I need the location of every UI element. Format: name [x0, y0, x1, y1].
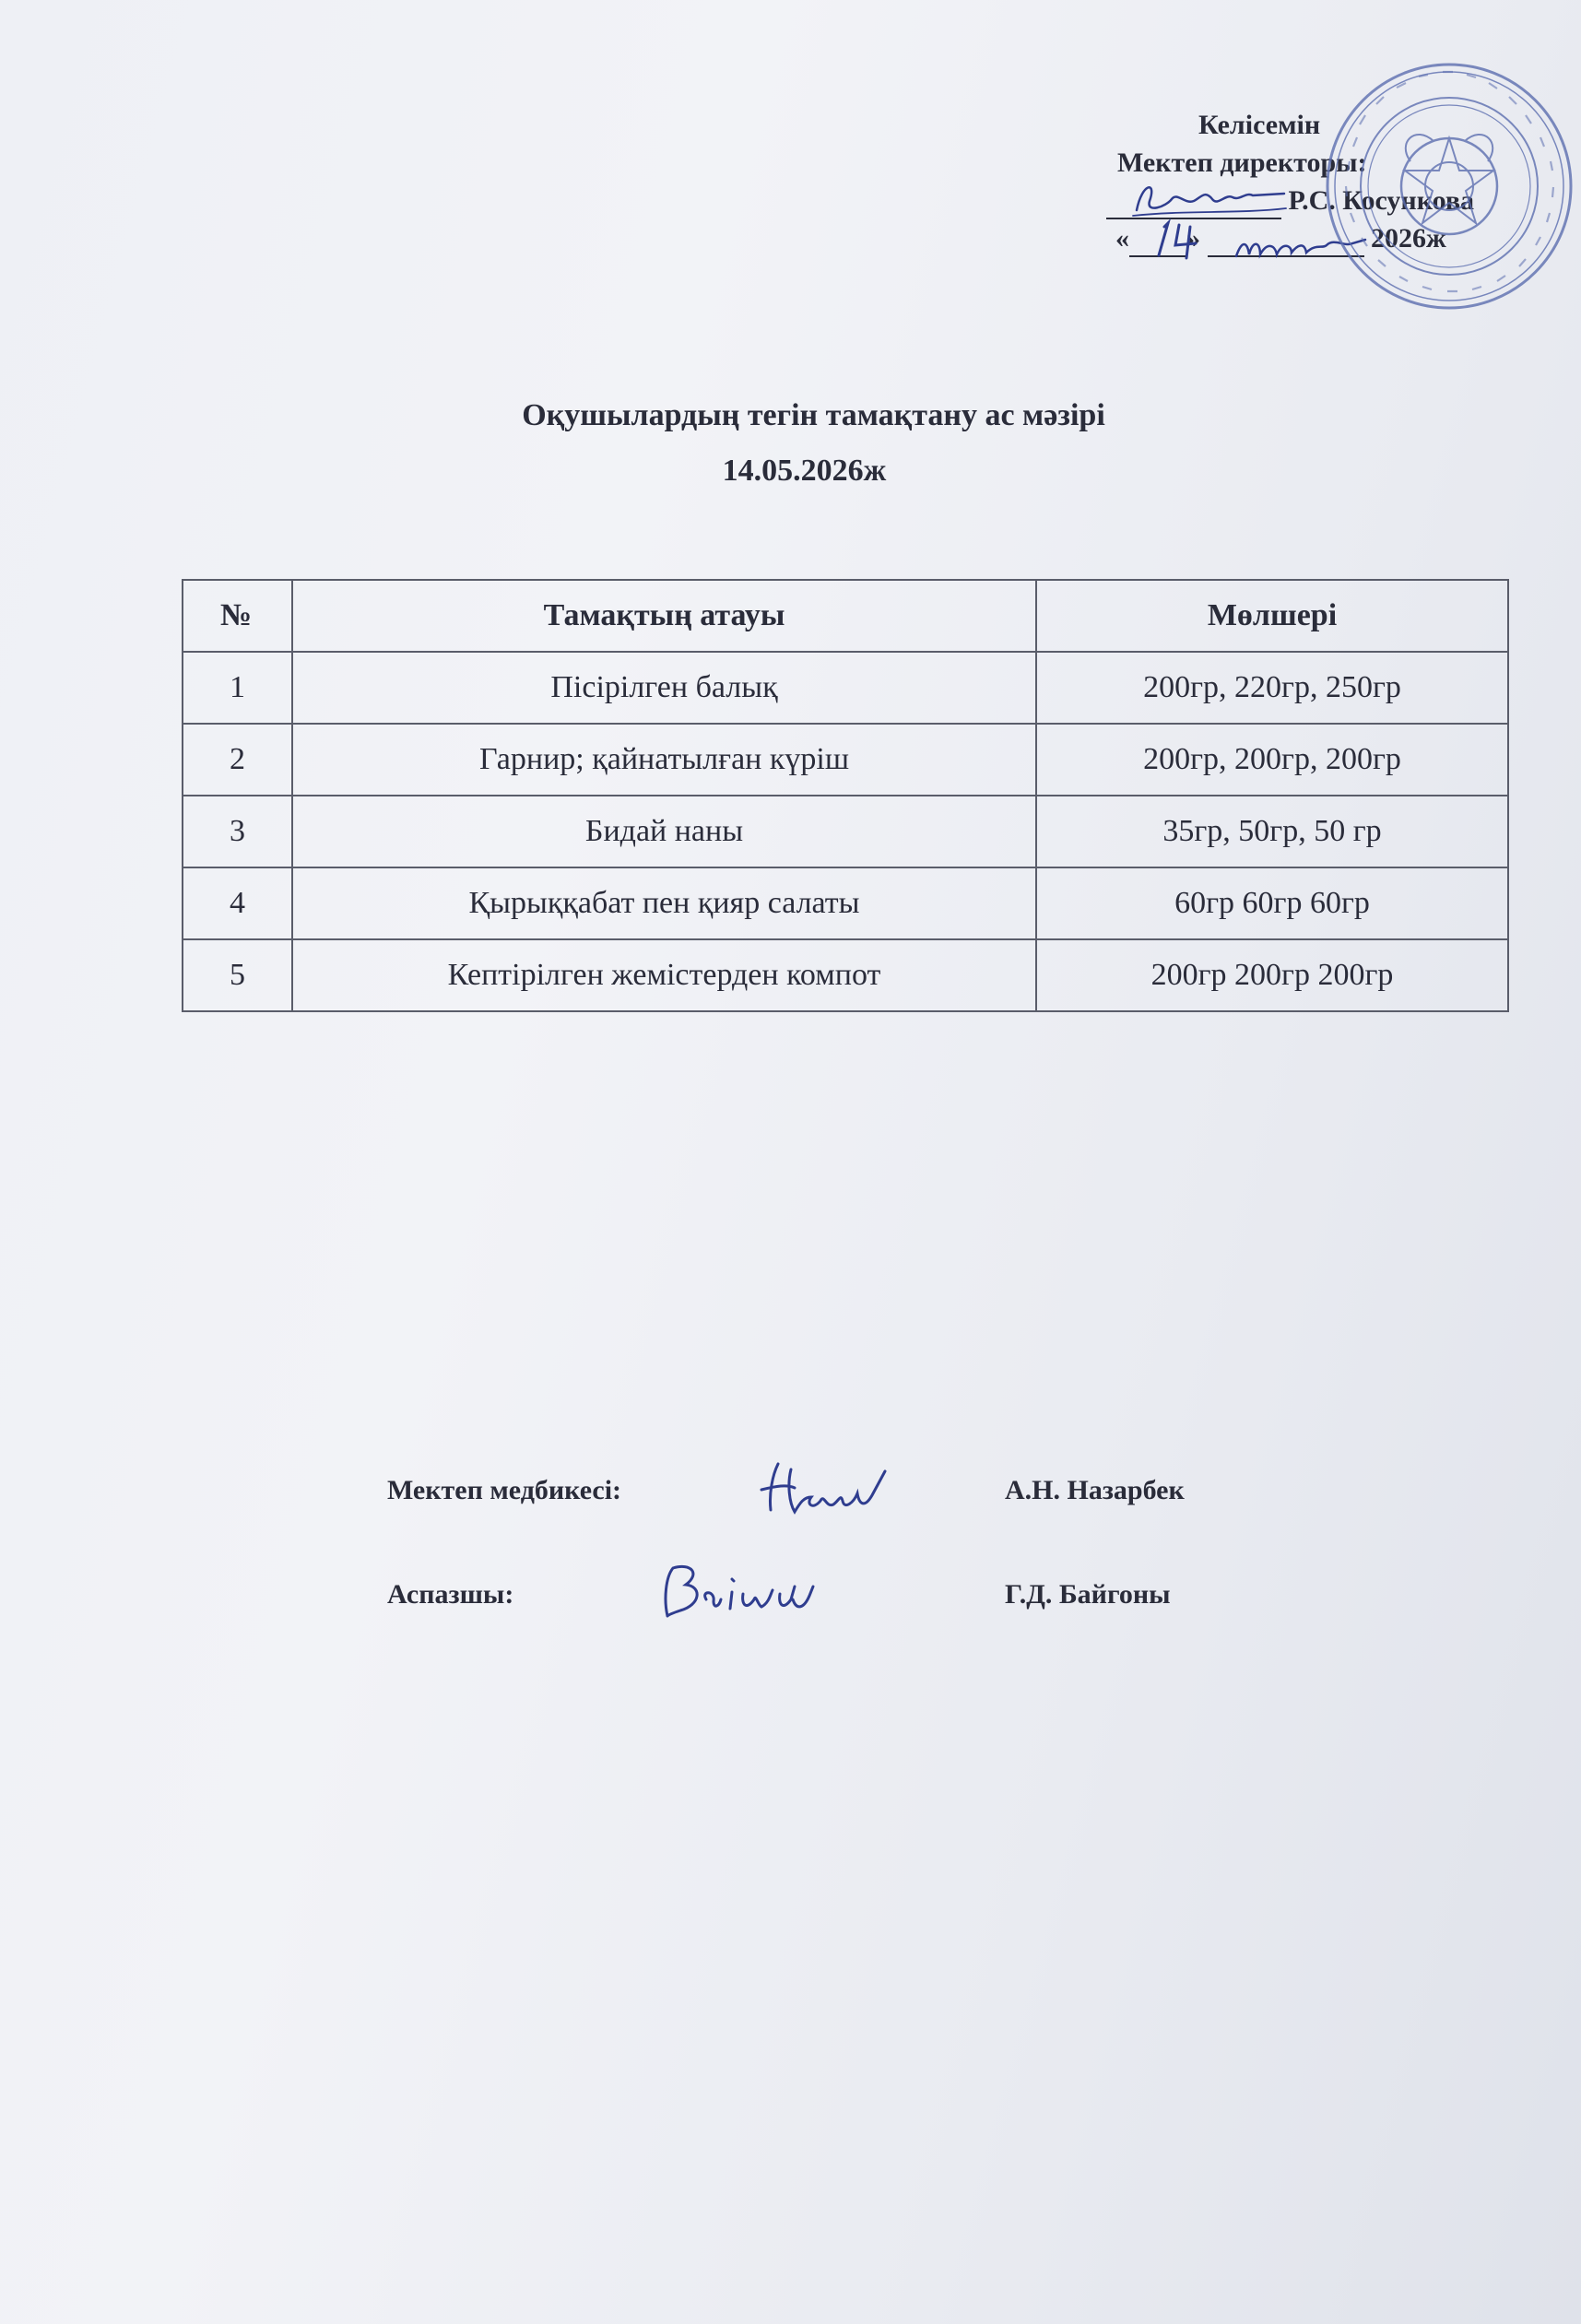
dish-name: Кептірілген жемістерден компот: [292, 939, 1036, 1011]
nurse-name: А.Н. Назарбек: [1005, 1475, 1185, 1505]
dish-name: Пісірілген балық: [292, 652, 1036, 724]
nurse-signature-icon: [754, 1457, 892, 1521]
nurse-role-label: Мектеп медбикесі:: [387, 1475, 622, 1505]
row-number: 3: [183, 796, 292, 867]
table-row: [183, 796, 1508, 867]
date-year: 2026ж: [1371, 223, 1446, 254]
column-header-number: №: [183, 580, 292, 652]
official-seal-icon: [1323, 60, 1576, 313]
dish-quantity: 200гр, 220гр, 250гр: [1036, 652, 1508, 724]
row-number: 5: [183, 939, 292, 1011]
cook-role-label: Аспазшы:: [387, 1579, 514, 1610]
dish-name: Бидай наны: [292, 796, 1036, 867]
approval-position: Мектеп директоры:: [1117, 147, 1367, 178]
dish-quantity: 60гр 60гр 60гр: [1036, 867, 1508, 939]
row-number: 2: [183, 724, 292, 796]
date-day-handwritten-icon: [1148, 214, 1212, 265]
row-number: 4: [183, 867, 292, 939]
menu-table: [182, 579, 1509, 1012]
dish-quantity: 35гр, 50гр, 50 гр: [1036, 796, 1508, 867]
table-row: [183, 652, 1508, 724]
dish-quantity: 200гр 200гр 200гр: [1036, 939, 1508, 1011]
column-header-quantity: Мөлшері: [1036, 580, 1508, 652]
cook-signature-icon: [655, 1559, 839, 1628]
table-row: [183, 939, 1508, 1011]
table-row: [183, 867, 1508, 939]
dish-name: Қырыққабат пен қияр салаты: [292, 867, 1036, 939]
row-number: 1: [183, 652, 292, 724]
dish-name: Гарнир; қайнатылған күріш: [292, 724, 1036, 796]
cook-name: Г.Д. Байгоны: [1005, 1579, 1171, 1610]
dish-quantity: 200гр, 200гр, 200гр: [1036, 724, 1508, 796]
column-header-dish: Тамақтың атауы: [292, 580, 1036, 652]
table-header-row: [183, 580, 1508, 652]
date-close-quote: »: [1186, 223, 1200, 254]
page-title: Оқушылардың тегін тамақтану ас мәзірі: [522, 398, 1105, 432]
menu-date: 14.05.2026ж: [722, 454, 887, 488]
table-row: [183, 724, 1508, 796]
director-name: Р.С. Косункова: [1288, 185, 1475, 216]
approval-heading: Келісемін: [1198, 110, 1321, 140]
date-open-quote: «: [1115, 223, 1129, 254]
